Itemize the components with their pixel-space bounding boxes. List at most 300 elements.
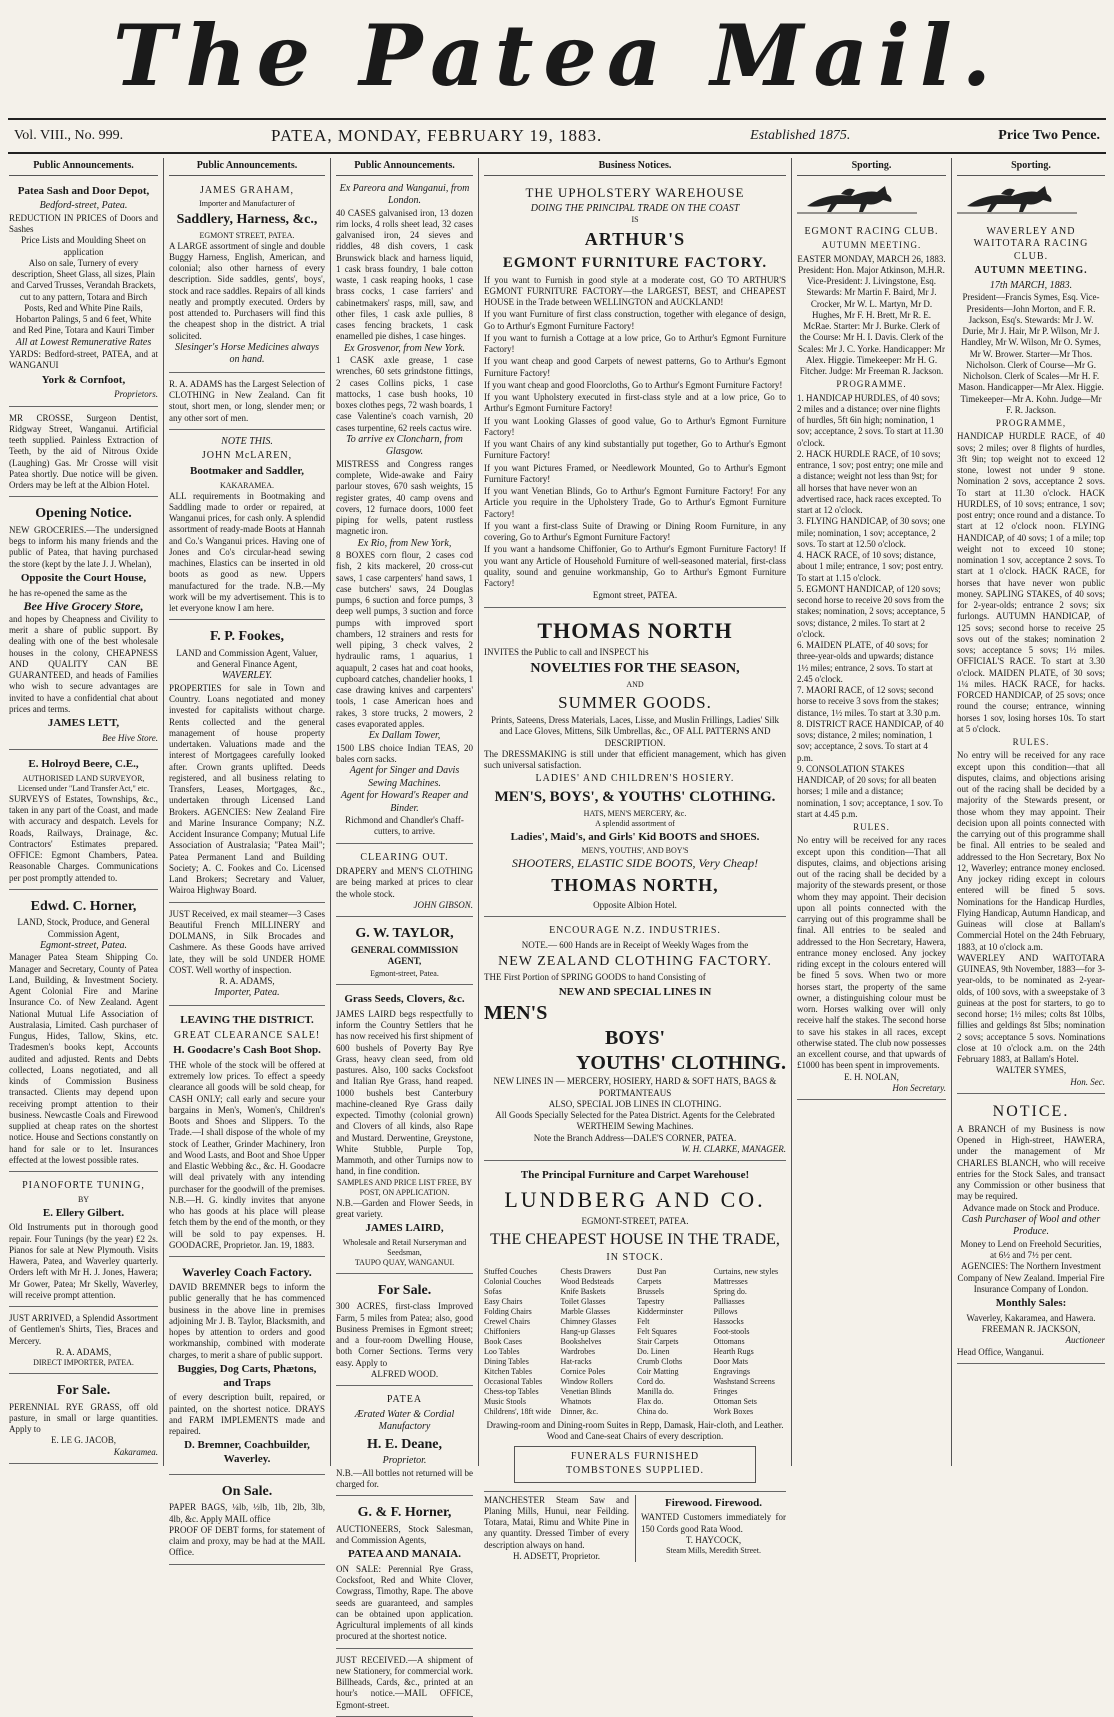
ad-text: Drawing-room and Dining-room Suites in Repp, Damask, Hair-cloth, and Leather. Wood and Cane-seat Chairs of every description. [486,1420,784,1442]
ad-text: A splendid assortment of [595,818,675,828]
ad-text: Cash Purchaser of Wool and other Produce. [961,1213,1101,1238]
race-entry: 1. HANDICAP HURDLES, of 40 sovs; 2 miles and a distance; over nine flights of hurdles, 5ft 6in high; nomination, 1 sov; acceptance, 2 sovs. To start at 11.30 o'clock. [797,392,944,448]
stock-item: Hang-up Glasses [560,1327,615,1336]
issue-date: PATEA, MONDAY, FEBRUARY 19, 1883. [271,126,603,145]
ad-text: MR CROSSE, Surgeon Dentist, Ridgway Street, Wanganui. Artificial teeth supplied. Painless Extraction of Teeth, by the aid of Nitrous Oxide (Laughing) Gas. Mr Crosse will visit Patea shortly. Due notice will be given. Orders may be left at the Albion Hotel. [9,412,158,490]
ad-sub: GENERAL COMMISSION AGENT, [350,944,459,966]
column-header: Public Announcements. [169,158,325,176]
column-6 [952,158,1110,1466]
ad-goodacre [169,1009,325,1257]
stock-item: Easy Chairs [484,1297,523,1306]
stock-item: Curtains, new styles [713,1267,779,1276]
ad-sub: Importer, Patea. [214,987,280,999]
stock-item: Spring do. [713,1287,747,1296]
column-1 [4,158,164,1466]
ad-text: MEN'S, YOUTHS', AND BOY'S [581,846,689,856]
stock-item: Kidderminster [637,1307,684,1316]
ad-text: Price Lists and Moulding Sheet on application [21,235,146,257]
ad-heading: H. Goodacre's Cash Boot Shop. [173,1044,321,1056]
stock-item: Chimney Glasses [560,1317,617,1326]
ad-heading: RULES. [853,822,890,832]
ad-heading: Ex Grosvenor, from New York. [343,342,466,354]
race-entry: 5. EGMONT HANDICAP, of 120 sovs; second horse to receive 20 sovs from the stakes; nomination, 2 sovs; acceptance, 5 sovs; distance, 2 miles. To start at 2 o'clock. [797,583,946,639]
ad-name: York & Cornfoot, [41,373,126,386]
stock-item: Fringes [713,1387,738,1396]
ad-title: Opening Notice. [35,506,132,522]
ad-text: DAVID BREMNER begs to inform the public generally that he has commenced business in the above line in premises adjoining Mr J. B. Taylor, Blacksmith, and hopes by attention to orders and good workmanship, combined with moderate charges, to merit a share of public support. [169,1282,325,1360]
ad-sub: Wholesale and Retail Nurseryman and Seedsman, [342,1237,467,1257]
ad-title: Edwd. C. Horner, [30,898,137,914]
column-3 [331,158,479,1710]
ad-text: WANTED Customers immediately for 150 Cords good Rata Wood. [641,1512,786,1534]
stock-item: Knife Baskets [560,1287,606,1296]
ad-text: YARDS: Bedford-street, PATEA, and at WANGANUI [9,349,158,371]
ad-title: Patea Sash and Door Depot, [17,184,150,197]
ad-nz-clothing-factory [484,920,786,1161]
stock-item: Brussels [637,1287,665,1296]
columns [4,158,1110,1710]
ad-text: WAVERLEY AND WAITOTARA GUINEAS, 9th November, 1883—for 3-year-olds, to be nominated as 2-year-olds, of 100 sovs, with a sweepstake of 3 guineas at the post for starters, to go to second horse; 1½ miles; colts 8st 10lbs, fillies and geldings 8st 5lbs; nomination 2 sovs; acceptance 5 sovs. Nominations close at 10 o'clock a.m. on the 24th February 1883, at Ballam's Hotel. [957,952,1105,1064]
ad-title: E. Holroyd Beere, C.E., [28,758,139,770]
stock-item: Foot-stools [713,1327,750,1336]
ad-heading: Bootmaker and Saddler, [190,464,304,477]
ad-title: PIANOFORTE TUNING, [22,1180,145,1191]
ad-heading: BOYS' [604,1027,666,1050]
ad-text: 40 CASES galvanised iron, 13 dozen rim locks, 4 rolls sheet lead, 32 cases galvanised iron, 24 sieves and riddles, 48 dish covers, 1 cask Brunswick black and harness liquid, 1 cask brass foundry, 1 bale cotton waste, 1 cask reaping hooks, 1 case brass cocks, 1 case farriers' and cabinetmakers' rasps, mill, saw, and other files, 1 cask axle pullies, 8 cases fencing brackets, 1 cask enamelled pie dishes, 1 case hinges. [336,207,473,342]
masthead-title: The Patea Mail. [113,6,1001,105]
ad-deane [336,1389,473,1496]
stock-item: Ottoman Sets [713,1397,757,1406]
ad-heading: SUMMER GOODS. [558,692,712,712]
ad-text: JUST Received, ex mail steamer—3 Cases Beautiful French MILLINERY and DOLMANS, in Silk Brocades and Cashmere. As these Goods have arrived late, they will be sold UNDER HOME COST. Well worthy of inspection. [169,908,325,975]
ad-line: If you want cheap and good Carpets of newest patterns, Go to Arthur's Egmont Furniture Factory! [484,356,786,378]
ad-text: HATS, MEN'S MERCERY, &c. [583,808,687,818]
dateline [8,118,1106,154]
ad-graham [169,180,325,373]
masthead [0,0,1114,112]
established: Established 1875. [750,128,851,143]
stock-item: Loo Tables [484,1347,520,1356]
ad-title: Firewood. Firewood. [664,1496,763,1509]
ad-sub: Importer and Manufacturer of [199,199,295,208]
ad-text: MISTRESS and Congress ranges complete, Wide-awake and Fairy parlour stoves, 670 sash weights, 15 register grates, 40 camp ovens and covers, 12 furnace doors, 1000 feet piping for wells, patent rustless magnetic iron. [336,458,473,537]
ad-title: JAMES GRAHAM, [199,184,295,196]
ad-name: E. Ellery Gilbert. [42,1206,125,1219]
ad-sub: DIRECT IMPORTER, PATEA. [33,1358,134,1367]
ad-text: FUNERALS FURNISHED [570,1450,700,1462]
ad-title: NOTICE. [992,1102,1070,1120]
stock-item: Wardrobes [560,1347,595,1356]
stock-item: Venetian Blinds [560,1387,612,1396]
ad-is: IS [631,215,639,225]
ad-text: Slesinger's Horse Medicines always on hand. [174,341,320,366]
ad-mclaren [169,433,325,621]
ad-title: F. P. Fookes, [209,629,285,645]
stock-list [484,1267,786,1417]
ad-text: All at Lowest Remunerative Rates [15,336,152,348]
ad-text: Agent for Howard's Reaper and Binder. [340,790,469,814]
ad-heading: Ex Pareora and Wanganui, from London. [339,182,470,206]
ad-sub: Auctioneer [1065,1335,1105,1346]
ad-text: NOTE.— 600 Hands are in Receipt of Weekly Wages from the [521,939,749,950]
ad-text: Manager Patea Steam Shipping Co. Manager and Secretary, County of Patea Land, Building, & Investment Society. Agent Colonial Fire and Marine Insurance Co. of New Zealand. Agent National Mutual Life Association of Australasia, Limited. Cash purchaser of Fungus, Hides, Tallow, Skins, etc. Tradesmen's books kept, Accounts audited and adjusted. Rents and Debts collected, Loans negotiated, and all kinds of Commission Business transacted. Clients may depend upon receiving prompt attention to their business. Newcastle Coals and Firewood supplied at cheap rates on the shortest notice. House and Sections constantly on hand for sale or to let. Insurances effected at the lowest possible rates. [9,952,158,1165]
ad-text: No entry will be received for any race except upon this condition—that all disputes, claims, and objections arising out of the racing shall be decided by a majority of the Stewards present, or those whom they may appoint. Their decision upon all points connected with the carrying out of this programme shall be final. All entries to be sealed and addressed to the Hon Secretary, Box No 12, Waverley; entrance money enclosed. Any jockey riding except in colours entered will be fined 5 sovs. Nominations for the Handicap Hurdles, Flying Handicap, Autumn Handicap, and Guineas will close at Ballam's Commercial Hotel on the 24th February, 1883, at 10 o'clock a.m. [957,750,1105,952]
ad-title: For Sale. [377,1282,432,1298]
ad-line: If you want to furnish a Cottage at a low price, Go to Arthur's Egmont Furniture Factory! [484,332,786,354]
ad-text: 300 ACRES, first-class Improved Farm, 5 miles from Patea; also, good Business Premises in Egmont street; and a four-room Dwelling House, both Corner Sections. Terms very easy. Apply to [336,1301,473,1368]
ad-text: THE First Portion of SPRING GOODS to hand Consisting of [484,972,706,983]
ad-date: 17th MARCH, 1883. [989,279,1073,291]
ad-hardware [336,180,473,844]
ad-opening-notice [9,500,158,750]
ad-text: Also on sale, Turnery of every description, Sheet Glass, all sizes, Plain and Carved Trusses, Verandah Brackets, cut to any pattern, Totara and Birch Posts, Red and White Pine Rails, Hobarton Palings, 5 and 6 feet, White and Red Pine, Totara and Kauri Timber [11,257,156,336]
ad-name: FREEMAN R. JACKSON, [981,1324,1081,1334]
column-header: Sporting. [797,158,946,176]
ad-text: 8 BOXES corn flour, 2 cases cod fish, 2 kits mackerel, 20 cross-cut saws, 1 case carpenters' hand saws, 1 case butchers' saws, 24 Douglas pumps, 6 suction and force pumps, 3 deep well pumps, 3 suction and force pumps with improved sport chambers, 12 strainers and rests for well piping, 3 check valves, 2 hydraulic rams, 1 aquarius, 1 aquapult, 2 cases hat and coat hooks, cupboard catches, chandelier hooks, 1 case drawing knives and carpenters' tools, 1 case American hoes and rakes, 3 store trucks, 2 mowers, 2 cases evaporated apples. [336,550,473,729]
funerals-box [514,1446,756,1483]
ad-name: T. HAYCOCK, [685,1534,742,1545]
ad-title: JOHN McLAREN, [201,450,293,462]
race-entry: 2. HACK HURDLE RACE, of 10 sovs; entrance, 1 sov; post entry; one mile and a distance; weight not less than 9st; for all horses that have never won an advertised race, hack races excepted. To start at 12 o'clock. [797,448,943,515]
ad-text: PROPERTIES for sale in Town and Country. Loans negotiated and money invested for capitalists without charge. Rents collected and the general management of house property undertaken. Valuations made and the interest of Mortgagees carefully looked after. Crown grants uplifted. Deeds registered, and all business relating to Transfers, Leases, Mortgages, &c., undertaken through Licensed Land Brokers. AGENCIES: New Zealand Fire and Marine Insurance Company; N.Z. Accident Insurance Company; Mutual Life Association of Australasia; "Patea Mail"; Patea Permanent Land and Building Society; A. C. Fookes and Co. Licensed Land Brokers; Secretary and Valuer, Wairoa Highway Board. [169,682,325,896]
stock-item: Occasional Tables [484,1377,543,1386]
race-entry: 9. CONSOLATION STAKES HANDICAP, of 20 sovs; for all beaten horses; 1 mile and a distance; nomination, 1 sov; acceptance, 1 sov. To start at 4.45 p.m. [797,763,943,819]
stock-item: Dinner, &c. [560,1407,599,1416]
ad-name: R. A. ADAMS, [55,1346,112,1357]
price: Price Two Pence. [998,128,1100,143]
ad-text: A LARGE assortment of single and double Buggy Harness, English, American, and colonial; also other harness of every description. Side saddles, gents', boys', stock and race saddles. Repairs of all kinds neatly and promptly executed. Orders by post attended to. Purchasers will find this the cheapest shop in the district. A trial solicited. [169,240,325,341]
stock-item: Book Cases [484,1337,522,1346]
ad-text: Old Instruments put in thorough good repair. Four Tunings (by the year) £2 2s. Pianos for sale at New Plymouth. Visits Hawera, Patea, and Waverley quarterly. Orders left with Mr H. J. Jones, Hawera; Mr Gower, Patea; Mr Skelly, Waverley, will receive prompt attention. [9,1222,158,1300]
stock-item: Pillows [713,1307,738,1316]
ad-address: Egmont-street, Patea. [370,969,439,978]
ad-name: WALTER SYMES, [995,1065,1067,1076]
ad-address: Opposite Albion Hotel. [593,899,677,910]
ad-text: THE whole of the stock will be offered at extremely low prices. To effect a speedy clearance all goods will be sold cheap, for CASH ONLY; call early and secure your bargains in Men's, Women's, Children's Boots and Shoes and Slippers. To the Trade.—I shall dispose of the whole of my stock of Leather, Grinder Machinery, Iron and Wood Lasts, and Boot and Shoe Upper and Elastic Webbing &c., &c. H. Goodacre will deal privately with any intending purchaser for the goodwill of the premises. N.B.—H. G. kindly invites that anyone who has goods at his place will please fetch them by the end of the month, or they will be sold to pay expenses. H. GOODACRE, Proprietor. Jan. 19, 1883. [169,1059,325,1250]
ad-text: Agent for Singer and Davis Sewing Machines. [349,765,460,789]
ad-on-sale [169,1478,325,1565]
ad-name: R. A. ADAMS, [219,976,275,986]
ad-title: Grass Seeds, Clovers, &c. [344,993,465,1005]
ad-address: TAUPO QUAY, WANGANUI. [354,1257,455,1267]
ad-laird [336,988,473,1274]
stock-item: Marble Glasses [560,1307,611,1316]
ad-title: H. E. Deane, [366,1436,443,1452]
ad-text: INVITES the Public to call and INSPECT his [484,647,649,657]
ad-thomas-north [484,611,786,918]
ad-name: ALFRED WOOD. [370,1368,439,1379]
ad-title: G. W. TAYLOR, [355,926,454,941]
stock-item: Coir Matting [637,1367,679,1376]
ad-dentist [9,410,158,498]
ad-heading: AUTUMN MEETING. [821,240,922,251]
stock-item: Felt [637,1317,650,1326]
ad-text: PAPER BAGS, ¼lb, ½lb, 1lb, 2lb, 3lb, 4lb, &c. Apply MAIL office [169,1502,325,1524]
ad-taylor [336,920,473,985]
ad-heading: PATEA AND MANAIA. [348,1548,461,1560]
ad-heading: Ex Dallam Tower, [368,730,441,741]
ad-heading: LADIES' AND CHILDREN'S HOSIERY. [535,773,735,785]
stock-item: Chests Drawers [560,1267,611,1276]
ad-jackson-notice [957,1097,1105,1364]
stock-item: Bookshelves [560,1337,602,1346]
ad-title: THOMAS NORTH [537,617,733,643]
ad-text: he has re-opened the same as the [9,587,127,598]
ad-address: Bedford-street, Patea. [39,200,128,212]
ad-arthurs-furniture [484,180,786,608]
ad-waverley-racing [957,221,1105,1094]
ad-sub: Proprietor. [382,1455,427,1466]
ad-text: JUST RECEIVED.—A shipment of new Stationery, for commercial work. Billheads, Cards, &c., printed at an hour's notice.—MAIL OFFICE, Egmont-street. [336,1654,473,1710]
stock-item: Music Stools [484,1397,527,1406]
ad-line: If you want Furniture of first class construction, together with elegance of design, Go to Arthur's Egmont Furniture Factory! [484,309,786,331]
ad-heading: LUNDBERG AND CO. [504,1186,766,1212]
ad-heading: PATEA [386,1394,423,1405]
ad-name: H. ADSETT, Proprietor. [512,1550,601,1561]
ad-heading: Bee Hive Grocery Store, [23,598,144,613]
ad-sub: Hon Secretary. [892,1082,946,1093]
ad-sub: LAND, Stock, Produce, and General Commission Agent, [17,917,150,939]
ad-clearing-out [336,847,473,918]
ad-heading: Opposite the Court House, [20,571,147,584]
racehorse-icon [797,182,917,216]
stock-item: Hearth Rugs [713,1347,754,1356]
ad-heading: Monthly Sales: [995,1297,1067,1309]
ad-line: If you want Looking Glasses of good value, Go to Arthur's Egmont Furniture Factory! [484,415,786,437]
race-entry: 3. FLYING HANDICAP, of 30 sovs; one mile; nomination, 1 sov; acceptance, 2 sovs. To start at 12.50 o'clock. [797,516,946,549]
ad-text: PROOF OF DEBT forms, for statement of claim and proxy, may be had at the MAIL Office. [169,1524,325,1558]
ad-line: If you want a handsome Chiffonier, Go to Arthur's Egmont Furniture Factory! If you want any Article of Household Furniture of well-seasoned material, first-class quality, sound and genuine workmanship, Go to Arthur's Egmont Furniture Factory! [484,544,786,588]
stock-item: Washstand Screens [713,1377,775,1386]
ad-text: ALSO, SPECIAL JOB LINES IN CLOTHING. [548,1098,722,1109]
ad-heading: Saddlery, Harness, &c., [176,212,318,227]
stock-item: Dust Pan [637,1267,667,1276]
stock-item: China do. [637,1407,669,1416]
ad-name: JAMES LAIRD, [365,1222,444,1234]
race-entry: 8. DISTRICT RACE HANDICAP, of 40 sovs; distance, 2 miles; nomination, 1 sov; acceptance, 2 sovs. To start at 4 p.m. [797,718,944,763]
ad-text: N.B.—All bottles not returned will be charged for. [336,1467,473,1489]
ad-coach-factory [169,1260,325,1475]
ad-text: Head Office, Wanganui. [957,1346,1044,1357]
column-header: Sporting. [957,158,1105,176]
stock-item: Palliasses [713,1297,745,1306]
ad-name: D. Bremner, Coachbuilder, Waverley. [184,1439,310,1465]
ad-surveyor [9,753,158,890]
ad-title: ENCOURAGE N.Z. INDUSTRIES. [549,925,721,936]
ad-sub: Steam Mills, Meredith Street. [666,1546,761,1555]
ad-heading: MEN'S, BOYS', & YOUTHS' CLOTHING. [494,788,776,805]
ad-line: If you want Pictures Framed, or Needlework Mounted, Go to Arthur's Egmont Furniture Factory! [484,462,786,484]
ad-heading: MEN'S [484,1002,548,1025]
ad-for-sale [9,1377,158,1464]
ad-text: NEW LINES IN — MERCERY, HOSIERY, HARD & SOFT HATS, BAGS & PORTMANTEAUS [493,1076,777,1098]
ad-heading: Ærated Water & Cordial Manufactory [354,1408,455,1432]
ad-text: Richmond and Chandler's Chaff-cutters, to arrive. [345,815,464,837]
ad-heading: SHOOTERS, ELASTIC SIDE BOOTS, Very Cheap! [511,856,759,871]
ad-text: AUCTIONEERS, Stock Salesman, and Commission Agents, [336,1523,473,1545]
ad-text: Money to Lend on Freehold Securities, at 6½ and 7½ per cent. [960,1238,1102,1260]
stock-item: Work Boxes [713,1407,754,1416]
ad-firewood [635,1495,786,1563]
ad-line: If you want cheap and good Floorcloths, Go to Arthur's Egmont Furniture Factory! [484,379,783,390]
ad-date: EASTER MONDAY, MARCH 26, 1883. [797,253,946,264]
ad-heading: EGMONT FURNITURE FACTORY. [502,254,768,271]
ad-name: W. H. CLARKE, MANAGER. [681,1143,786,1154]
ad-piano-tuning [9,1175,158,1307]
ad-note: NOTE THIS. [221,435,273,447]
ad-sash-depot [9,180,158,407]
ad-sub: DOING THE PRINCIPAL TRADE ON THE COAST [530,202,740,214]
stock-item: Ottomans [713,1337,745,1346]
ad-heading: NEW AND SPECIAL LINES IN [558,985,712,998]
ad-millinery [169,906,325,1006]
stock-item: Felt Squares [637,1327,677,1336]
stock-item: Manilla do. [637,1387,674,1396]
ad-name: JAMES LETT, [47,717,120,729]
ad-address: Egmont street, PATEA. [592,590,678,601]
ad-text: SURVEYS of Estates, Townships, &c., taken in any part of the Coast, and made with accuracy and despatch. Levels for Roads, Railways, Drainage, &c. Contractors' Estimates prepared. OFFICE: Egmont Chambers, Patea. Reasonable Charges. Communications per post promptly attended to. [9,793,158,883]
stock-item: Stair Carpets [637,1337,679,1346]
ad-text: Prints, Sateens, Dress Materials, Laces, Lisse, and Muslin Frillings, Ladies' Silk and Lace Gloves, Mittens, Silk Umbrellas, &c., OF ALL PATTERNS AND DESCRIPTION. [490,715,780,748]
stock-item: Hat-racks [560,1357,592,1366]
ad-line: If you want Upholstery executed in first-class style and at a low price, Go to Arthur's Egmont Furniture Factory! [484,392,786,414]
stock-item: Stuffed Couches [484,1267,537,1276]
race-entry: 6. MAIDEN PLATE, of 40 sovs; for three-year-olds and upwards; distance 1½ miles; entrance, 2 sovs. To start at 2.45 o'clock. [797,640,934,684]
bottom-ads [484,1495,786,1563]
ad-text: TOMBSTONES SUPPLIED. [566,1465,704,1476]
volume: Vol. VIII., No. 999. [14,128,124,143]
stock-item: Sofas [484,1287,502,1296]
ad-address: Egmont-street, Patea. [39,939,128,951]
stock-item: Flax do. [637,1397,664,1406]
ad-text: The DRESSMAKING is still under that efficient management, which has given such universal satisfaction. [484,748,786,770]
ad-heading: ARTHUR'S [584,229,686,250]
ad-text: SAMPLES AND PRICE LIST FREE, BY POST, ON APPLICATION. [337,1177,472,1197]
ad-lundberg [484,1164,786,1492]
stock-item: Whatnots [560,1397,592,1406]
column-5 [792,158,952,1466]
stock-item: Mattresses [713,1277,748,1286]
race-entry: 7. MAORI RACE, of 12 sovs; second horse to receive 3 sovs from the stakes; distance, 1½ miles. To start at 3.30 p.m. [797,685,941,718]
stock-item: Chess-top Tables [484,1387,539,1396]
ad-title: Waverley Coach Factory. [182,1265,312,1279]
stock-item: Engravings [713,1367,750,1376]
ad-title: THE UPHOLSTERY WAREHOUSE [525,184,745,200]
ad-adams-shirts [9,1310,158,1374]
ad-text: JUST ARRIVED, a Splendid Assortment of Gentlemen's Shirts, Ties, Braces and Mercery. [9,1313,158,1346]
ad-line: If you want a first-class Suite of Drawing or Dining Room Furniture, in any covering, Go to Arthur's Egmont Furniture Factory! [484,520,786,542]
ad-text: 1500 LBS choice Indian TEAS, 20 bales corn sacks. [336,742,473,764]
stock-item: Crewel Chairs [484,1317,530,1326]
stock-item: Hassocks [713,1317,744,1326]
ad-line: If you want Venetian Blinds, Go to Arthur's Egmont Furniture Factory! For any Article you require in the Upholstery Trade, Go to Arthur's Egmont Furniture Factory! [484,486,786,519]
ad-title: CLEARING OUT. [360,851,449,863]
ad-adams-clothing [169,376,325,430]
stock-item: Do. Linen [637,1347,670,1356]
ad-heading: IN STOCK. [606,1251,664,1263]
ad-heading: PROGRAMME. [836,379,907,390]
race-entry: 4. HACK RACE, of 10 sovs; distance, about 1 mile; entrance, 1 sov; post entry. To start at 1.15 o'clock. [797,550,944,583]
ad-title: WAVERLEY AND WAITOTARA RACING CLUB. [973,225,1089,262]
ad-address: EGMONT STREET, PATEA. [199,230,295,240]
ad-address: EGMONT-STREET, PATEA. [581,1216,689,1227]
ad-egmont-racing [797,221,946,1100]
ad-heading: THE CHEAPEST HOUSE IN THE TRADE, [490,1230,780,1248]
stock-item: Wood Bedsteads [560,1277,614,1286]
stock-item: Door Mats [713,1357,748,1366]
ad-line: If you want Chairs of any kind substantially put together, Go to Arthur's Egmont Furniture Factory! [484,439,786,461]
ad-text: All Goods Specially Selected for the Patea District. Agents for the Celebrated WERTHEIM Sewing Machines. [495,1110,775,1132]
ad-text: No entry will be received for any races except upon this condition—That all disputes, claims, and objections arising out of the racing shall be decided by a majority of the stewards present, or those whom they may appoint. Their decision upon all points connected with the carrying out of this programme shall be final. All entries to be sealed and addressed to the Hon Secretary, Hawera, entrance money enclosed. Any jockey riding except in the colours entered will be fined 5 sovs. When two or more horses start, the property of the same owner, a distinguishing colour must be worn. Horses walking over will only receive half the stakes. The second horse to save his stakes in all races, except otherwise stated. The club now possesses an excellent course, and that upwards of £1000 has been spent in improvements. [797,835,946,1071]
ad-lines [484,275,786,590]
ad-stationery [336,1652,473,1717]
ad-text: Advance made on Stock and Produce. [962,1202,1100,1213]
ad-text: REDUCTION IN PRICES of Doors and Sashes [9,212,158,234]
ad-text: 1 CASK axle grease, 1 case wrenches, 60 sets grindstone fittings, 2 cases Collins picks, 1 case mattocks, 1 case bush hooks, 10 boxes clothes pegs, 72 wash boards, 1 case Valentine's coach varnish, 20 cases turpentine, 62 reels cactus wire. [336,355,473,433]
ad-text: JAMES LAIRD begs respectfully to inform the Country Settlers that he has now received his first shipment of 600 bushels of Poverty Bay Rye Grass, heavy clean seed, from old pastures. Also, 100 sacks Cocksfoot and Italian Rye Grass, hand reaped. 1000 bushels best Canterbury machine-cleaned Rye Grass daily expected. Timothy (colonial grown) and Clovers of all kinds, also Rape and Mustard. Derwentine, Greystone, White Stubble, Purple Top, Mammoth, and other Turnips now to hand, in fine condition. [336,1008,473,1177]
ad-text: MANCHESTER Steam Saw and Planing Mills, Hunui, near Feilding. Totara, Matai, Rimu and White Pine in any quantity. Dressed Timber of every description always on hand. [484,1494,629,1550]
ad-text: AGENCIES: The Northern Investment Company of New Zealand. Imperial Fire Insurance Company of London. [957,1261,1105,1294]
ad-by: BY [77,1194,90,1204]
stock-item: Colonial Couches [484,1277,542,1286]
stock-item: Cornice Poles [560,1367,606,1376]
ad-text: N.B.—Garden and Flower Seeds, in great variety. [336,1197,473,1219]
ad-farm-sale [336,1277,473,1386]
ad-text: and hopes by Cheapness and Civility to merit a share of public support. By dealing with one of the best wholesale houses in the colony, CHEAPNESS AND QUALITY CAN BE GUARANTEED, and heads of Families who wish to secure advantages are invited to have a confidential chat about prices and terms. [9,613,158,714]
ad-and: AND [626,679,644,689]
ad-heading: RULES. [1012,737,1050,747]
ad-sub: LAND and Commission Agent, Valuer, and General Finance Agent, [176,647,318,669]
ad-title: On Sale. [221,1483,273,1499]
stock-item: Cord do. [637,1377,665,1386]
ad-text: DRAPERY and MEN'S CLOTHING are being marked at prices to clear the whole stock. [336,866,473,899]
racehorse-icon [957,182,1077,216]
ad-heading: Buggies, Dog Carts, Phætons, and Traps [177,1362,317,1389]
ad-horner-auctioneers [336,1499,473,1649]
stock-item: Chiffoniers [484,1327,521,1336]
ad-text: Note the Branch Address—DALE'S CORNER, PATEA. [533,1132,737,1143]
ad-heading: PROGRAMME, [995,418,1067,428]
ad-text: PERENNIAL RYE GRASS, off old pasture, in small or large quantities. Apply to [9,1401,158,1434]
stock-item: Tapestry [637,1297,665,1306]
ad-title: The Principal Furniture and Carpet Warehouse! [520,1169,750,1181]
ad-text: NEW GROCERIES.—The undersigned begs to inform his many friends and the public of Patea, that having purchased the store (kept by the late J. J. Whelan), [9,524,158,569]
ad-title: EGMONT RACING CLUB. [804,225,939,237]
ad-address: KAKARAMEA. [220,480,274,490]
ad-text: HANDICAP HURDLE RACE, of 40 sovs; 2 miles; over 8 flights of hurdles, 3ft 9in; top weight not to exceed 12 stone, lowest not under 9 stone. Nomination 2 sovs, acceptance 2 sovs. To start at 11.30 o'clock. HACK HURDLES, of 10 sovs; entrance, 1 sov; post entry; once round and a distance. To start at 12 o'clock noon. FLYING HANDICAP, of 40 sovs; 1 of a mile; top weight not to exceed 10 stone; nomination 1 sov, acceptance 2 sovs. To start at 1 o'clock. HACK RACE, for horses that have never won public money. SAPLING STAKES, of 40 sovs; for 2-year-olds; entrance 2 sovs; six furlongs. AUTUMN HANDICAP, of 125 sovs; second horse to receive 25 sovs out of the stakes; nomination 2 sovs; acceptance 5 sovs; 1½ miles. OFFICIAL'S RACE. To start at 3.30 o'clock. MAIDEN PLATE, of 30 sovs; 1¼ miles. HACK RACE, for hacks. FORCED HANDICAP, of 25 sovs; once round the course; entrance, winning horses 1 sov, losing horses 10s. To start at 5 o'clock. [957,431,1105,734]
column-2 [164,158,331,1558]
ad-name: JOHN GIBSON. [413,899,473,910]
ad-sub: Proprietors. [114,389,158,400]
ad-sub: Bee Hive Store. [102,732,158,743]
ad-heading: Ladies', Maid's, and Girls' Kid BOOTS and SHOES. [510,830,760,843]
ad-fookes [169,623,325,902]
ad-title: LEAVING THE DISTRICT. [180,1013,314,1026]
ad-sub: AUTHORISED LAND SURVEYOR, Licensed under "Land Transfer Act," etc. [17,773,150,793]
race-list [797,393,946,821]
ad-sub: Hon. Sec. [1070,1076,1105,1087]
stock-item: Folding Chairs [484,1307,532,1316]
ad-officers: President: Hon. Major Atkinson, M.H.R. Vice-President: J. Livingstone, Esq. Stewards: Mr Martin F. Baird, Mr J. Crocker, Mr W. L. Martyn, Mr D. Hughes, Mr F. H. Brett, Mr R. E. McRae. Starter: Mr J. Burke. Clerk of the Course: Mr H. I. Davis. Clerk of the Scales: Mr J. C. Yorke. Handicapper: Mr Alex. Higgie. Timekeeper: Mr H. G. Fitcher. Judge: Mr Freeman R. Jackson. [798,264,945,376]
ad-heading: Ex Rio, from New York, [357,537,452,549]
ad-name: THOMAS NORTH, [551,875,719,896]
stock-item: Toilet Glasses [560,1297,606,1306]
ad-name: E. LE G. JACOB, [51,1435,116,1446]
stock-item: Window Rollers [560,1377,613,1386]
stock-item: Kitchen Tables [484,1367,532,1376]
ad-heading: NOVELTIES FOR THE SEASON, [530,661,740,677]
ad-text: A BRANCH of my Business is now Opened in High-street, HAWERA, under the management of Mr CHARLES BLANCH, who will receive entries for the Stock Sales, and transact any Commission or other business that may be required. [957,1123,1105,1202]
